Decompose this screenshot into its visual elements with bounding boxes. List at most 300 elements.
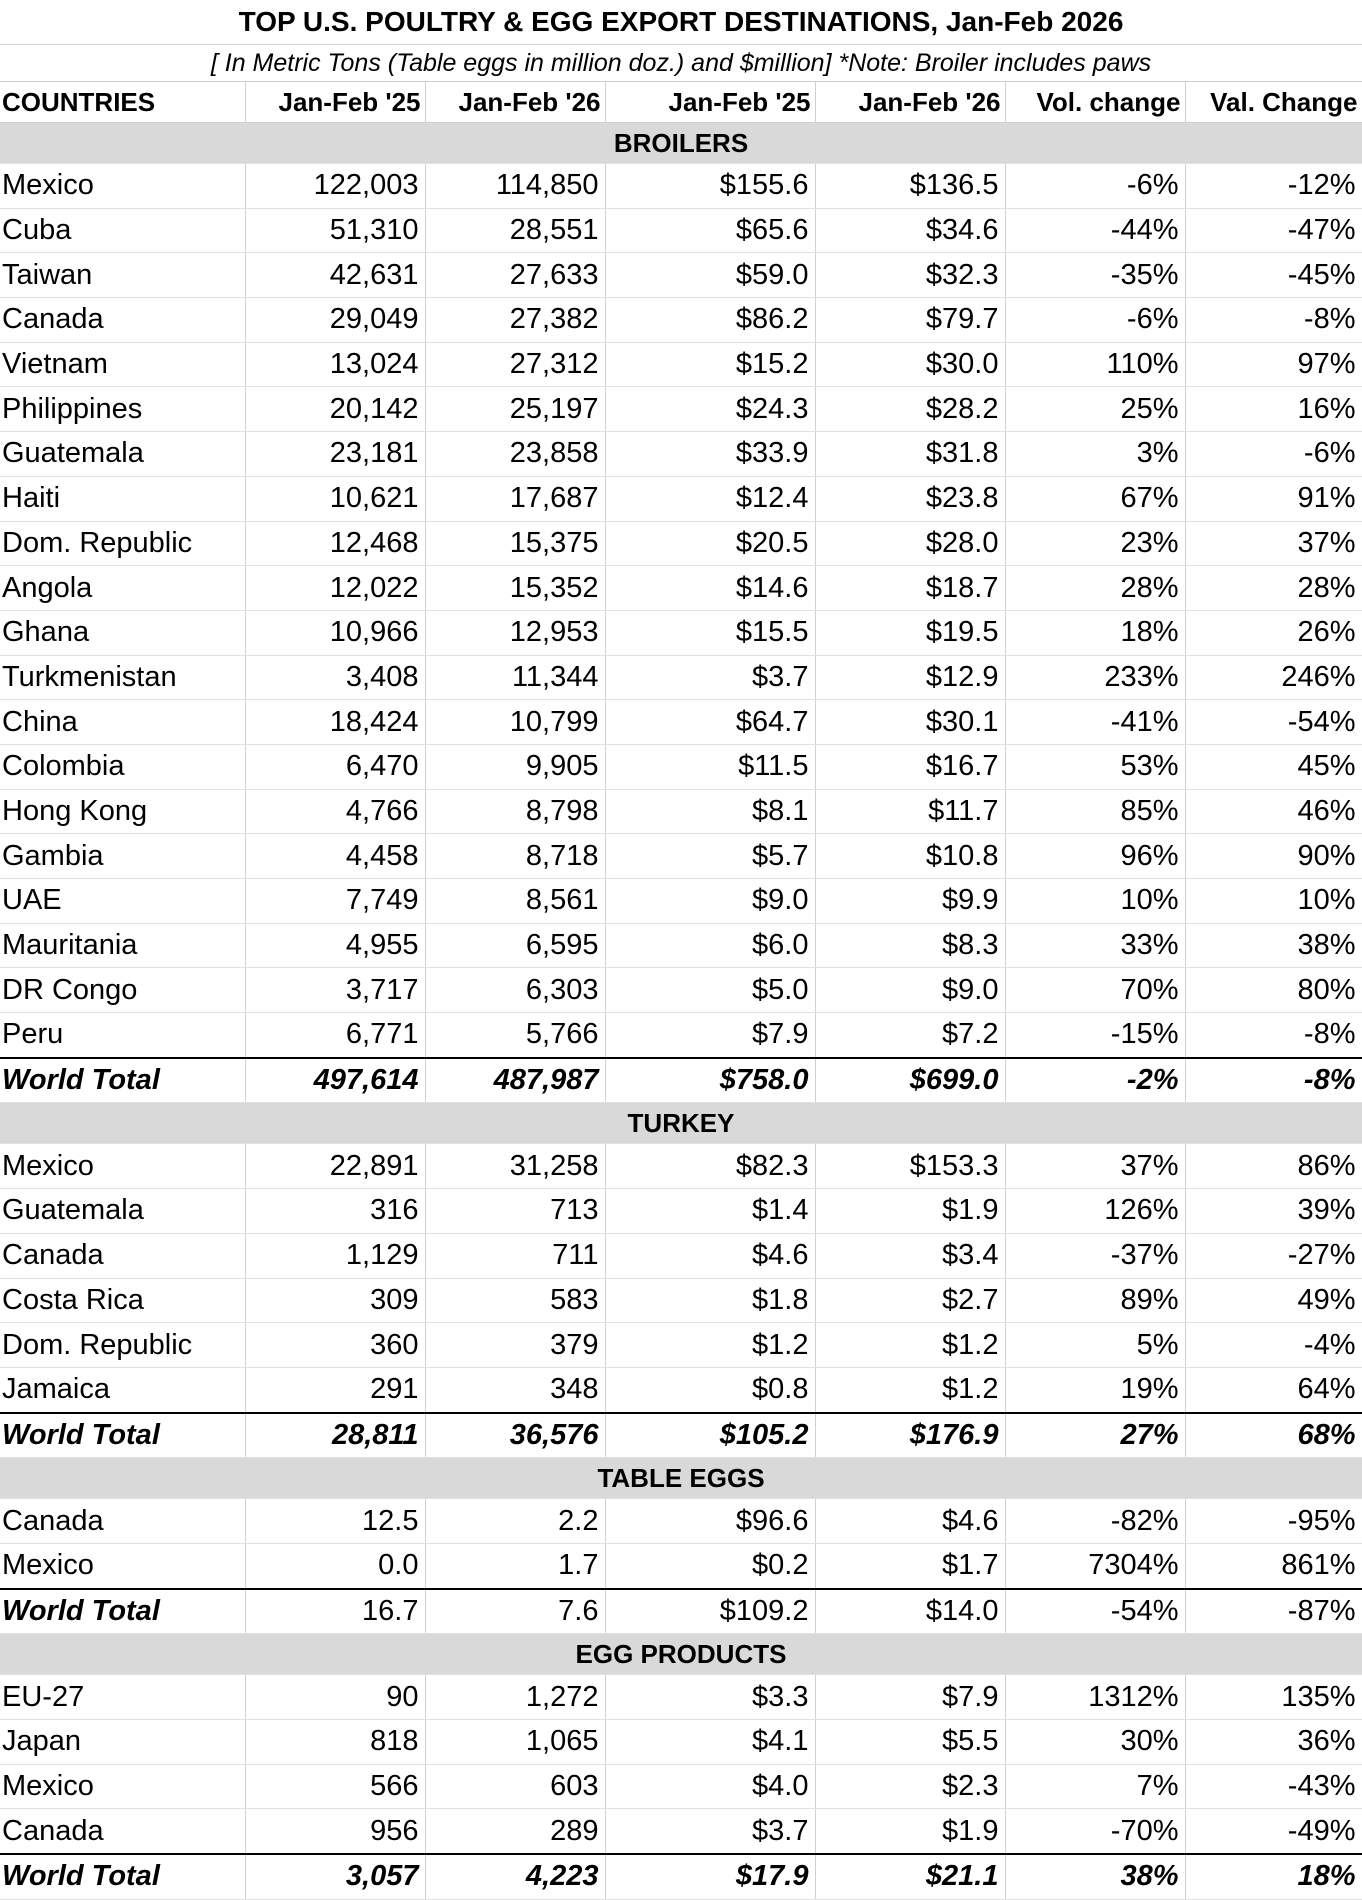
cell-country: Mexico [0,1144,245,1189]
cell-country: Japan [0,1720,245,1765]
cell-vol-2025: 90 [245,1675,425,1720]
cell-vol-2026: 27,633 [425,253,605,298]
cell-vol-2025: 18,424 [245,700,425,745]
cell-vol-2025: 51,310 [245,208,425,253]
table-row [0,1764,1362,1809]
export-table [0,82,1362,1900]
cell-val-2026: $1.2 [815,1367,1005,1412]
cell-country: Canada [0,1233,245,1278]
cell-val-2025: $12.4 [605,476,815,521]
table-row [0,298,1362,343]
cell-val-change: -12% [1185,164,1362,209]
cell-vol-2025: 10,621 [245,476,425,521]
cell-val-2026: $1.2 [815,1323,1005,1368]
section-header-row [0,1458,1362,1499]
cell-country: World Total [0,1058,245,1103]
table-row [0,968,1362,1013]
cell-val-2025: $155.6 [605,164,815,209]
cell-vol-change: 5% [1005,1323,1185,1368]
cell-vol-change: 38% [1005,1854,1185,1899]
cell-val-change: 46% [1185,789,1362,834]
cell-vol-change: 110% [1005,342,1185,387]
cell-val-2026: $10.8 [815,834,1005,879]
cell-vol-2026: 6,595 [425,923,605,968]
cell-vol-2025: 122,003 [245,164,425,209]
cell-val-2026: $32.3 [815,253,1005,298]
cell-vol-2025: 42,631 [245,253,425,298]
cell-val-2026: $28.2 [815,387,1005,432]
cell-val-change: 45% [1185,744,1362,789]
cell-vol-2025: 7,749 [245,879,425,924]
cell-val-2026: $30.1 [815,700,1005,745]
cell-vol-change: 28% [1005,566,1185,611]
table-row [0,164,1362,209]
cell-vol-change: -15% [1005,1013,1185,1058]
cell-val-change: -47% [1185,208,1362,253]
cell-vol-2025: 818 [245,1720,425,1765]
cell-val-change: 86% [1185,1144,1362,1189]
cell-val-change: 90% [1185,834,1362,879]
table-row [0,1323,1362,1368]
cell-vol-2025: 3,717 [245,968,425,1013]
cell-vol-2026: 9,905 [425,744,605,789]
cell-vol-change: 18% [1005,610,1185,655]
table-row [0,1543,1362,1588]
header-vol-2026: Jan-Feb '26 [425,82,605,123]
cell-val-change: -43% [1185,1764,1362,1809]
cell-val-2026: $12.9 [815,655,1005,700]
cell-val-change: -8% [1185,1058,1362,1103]
cell-val-2025: $0.2 [605,1543,815,1588]
cell-vol-2026: 114,850 [425,164,605,209]
cell-val-2025: $6.0 [605,923,815,968]
cell-val-2026: $19.5 [815,610,1005,655]
cell-vol-2025: 956 [245,1809,425,1854]
cell-vol-2026: 17,687 [425,476,605,521]
cell-country: Mauritania [0,923,245,968]
cell-vol-change: 19% [1005,1367,1185,1412]
cell-val-2025: $15.2 [605,342,815,387]
cell-val-change: -4% [1185,1323,1362,1368]
cell-vol-2025: 566 [245,1764,425,1809]
cell-vol-change: 7304% [1005,1543,1185,1588]
cell-country: Taiwan [0,253,245,298]
cell-val-2026: $9.0 [815,968,1005,1013]
cell-val-2026: $1.9 [815,1189,1005,1234]
cell-vol-2026: 583 [425,1278,605,1323]
cell-val-2025: $14.6 [605,566,815,611]
header-vol-change: Vol. change [1005,82,1185,123]
cell-val-change: -8% [1185,1013,1362,1058]
cell-country: World Total [0,1413,245,1458]
cell-val-change: 39% [1185,1189,1362,1234]
cell-val-2025: $96.6 [605,1499,815,1544]
cell-country: Colombia [0,744,245,789]
cell-val-2025: $8.1 [605,789,815,834]
cell-vol-change: -37% [1005,1233,1185,1278]
cell-vol-change: 27% [1005,1413,1185,1458]
cell-val-2026: $34.6 [815,208,1005,253]
cell-val-2026: $23.8 [815,476,1005,521]
cell-country: Gambia [0,834,245,879]
cell-val-2025: $24.3 [605,387,815,432]
cell-val-change: -8% [1185,298,1362,343]
cell-country: Canada [0,1499,245,1544]
cell-country: Canada [0,1809,245,1854]
table-row [0,1499,1362,1544]
cell-val-2025: $5.7 [605,834,815,879]
cell-val-change: -87% [1185,1589,1362,1634]
cell-vol-2025: 22,891 [245,1144,425,1189]
header-val-2026: Jan-Feb '26 [815,82,1005,123]
cell-val-2026: $11.7 [815,789,1005,834]
cell-vol-2026: 27,382 [425,298,605,343]
table-row [0,700,1362,745]
cell-country: Peru [0,1013,245,1058]
cell-val-change: 68% [1185,1413,1362,1458]
cell-vol-2025: 0.0 [245,1543,425,1588]
cell-vol-change: 53% [1005,744,1185,789]
cell-vol-2025: 6,771 [245,1013,425,1058]
section-title: TURKEY [0,1103,1362,1144]
cell-country: Costa Rica [0,1278,245,1323]
section-title: BROILERS [0,123,1362,164]
cell-val-change: 861% [1185,1543,1362,1588]
cell-vol-change: 85% [1005,789,1185,834]
cell-vol-change: -41% [1005,700,1185,745]
cell-val-2025: $4.1 [605,1720,815,1765]
cell-val-2026: $8.3 [815,923,1005,968]
table-row [0,1013,1362,1058]
cell-val-change: 16% [1185,387,1362,432]
cell-country: China [0,700,245,745]
header-val-2025: Jan-Feb '25 [605,82,815,123]
cell-vol-change: -2% [1005,1058,1185,1103]
table-row [0,566,1362,611]
cell-country: UAE [0,879,245,924]
cell-country: Ghana [0,610,245,655]
cell-country: Cuba [0,208,245,253]
cell-country: Mexico [0,1764,245,1809]
cell-vol-2025: 10,966 [245,610,425,655]
header-vol-2025: Jan-Feb '25 [245,82,425,123]
table-row [0,834,1362,879]
table-row [0,1233,1362,1278]
section-header-row [0,1103,1362,1144]
cell-vol-change: 25% [1005,387,1185,432]
cell-vol-2025: 360 [245,1323,425,1368]
cell-val-2026: $1.9 [815,1809,1005,1854]
cell-val-2026: $3.4 [815,1233,1005,1278]
table-row [0,1189,1362,1234]
table-row [0,744,1362,789]
table-row [0,879,1362,924]
cell-val-2025: $33.9 [605,432,815,477]
cell-val-2025: $59.0 [605,253,815,298]
cell-val-change: -27% [1185,1233,1362,1278]
table-row [0,521,1362,566]
cell-vol-2026: 713 [425,1189,605,1234]
cell-vol-2025: 497,614 [245,1058,425,1103]
cell-vol-change: 7% [1005,1764,1185,1809]
cell-val-2026: $2.3 [815,1764,1005,1809]
table-row [0,432,1362,477]
table-row [0,789,1362,834]
cell-vol-2025: 3,408 [245,655,425,700]
cell-vol-2025: 16.7 [245,1589,425,1634]
cell-val-change: 49% [1185,1278,1362,1323]
table-row [0,342,1362,387]
cell-val-2026: $176.9 [815,1413,1005,1458]
section-title: EGG PRODUCTS [0,1634,1362,1675]
cell-val-2026: $30.0 [815,342,1005,387]
cell-val-2026: $699.0 [815,1058,1005,1103]
cell-vol-2026: 27,312 [425,342,605,387]
cell-vol-2025: 4,458 [245,834,425,879]
cell-val-2025: $17.9 [605,1854,815,1899]
cell-vol-change: 3% [1005,432,1185,477]
cell-vol-2026: 603 [425,1764,605,1809]
cell-vol-2025: 29,049 [245,298,425,343]
table-body [0,123,1362,1900]
cell-val-2025: $3.7 [605,655,815,700]
cell-country: DR Congo [0,968,245,1013]
cell-val-2026: $1.7 [815,1543,1005,1588]
cell-val-2025: $86.2 [605,298,815,343]
cell-val-2026: $79.7 [815,298,1005,343]
cell-val-change: -95% [1185,1499,1362,1544]
table-row [0,476,1362,521]
cell-val-change: 28% [1185,566,1362,611]
cell-vol-change: 233% [1005,655,1185,700]
cell-val-change: 26% [1185,610,1362,655]
cell-vol-2025: 12.5 [245,1499,425,1544]
cell-val-change: -54% [1185,700,1362,745]
section-header-row [0,1634,1362,1675]
cell-val-2025: $7.9 [605,1013,815,1058]
cell-vol-2026: 15,375 [425,521,605,566]
cell-val-change: 18% [1185,1854,1362,1899]
cell-val-change: 10% [1185,879,1362,924]
header-val-change: Val. Change [1185,82,1362,123]
cell-vol-2026: 12,953 [425,610,605,655]
cell-vol-2026: 31,258 [425,1144,605,1189]
cell-vol-2025: 316 [245,1189,425,1234]
cell-val-change: 36% [1185,1720,1362,1765]
cell-vol-2025: 12,022 [245,566,425,611]
cell-vol-change: 1312% [1005,1675,1185,1720]
cell-val-change: 91% [1185,476,1362,521]
cell-val-2026: $9.9 [815,879,1005,924]
table-row [0,387,1362,432]
cell-val-2026: $31.8 [815,432,1005,477]
header-countries: COUNTRIES [0,82,245,123]
cell-val-2025: $65.6 [605,208,815,253]
cell-vol-2025: 20,142 [245,387,425,432]
cell-vol-2026: 1,272 [425,1675,605,1720]
cell-vol-2026: 8,561 [425,879,605,924]
cell-vol-2026: 289 [425,1809,605,1854]
cell-val-2026: $18.7 [815,566,1005,611]
cell-vol-change: -82% [1005,1499,1185,1544]
cell-country: Jamaica [0,1367,245,1412]
table-row [0,1720,1362,1765]
cell-country: Haiti [0,476,245,521]
world-total-row [0,1854,1362,1899]
cell-val-change: 246% [1185,655,1362,700]
cell-val-2026: $28.0 [815,521,1005,566]
section-header-row [0,123,1362,164]
cell-val-change: -49% [1185,1809,1362,1854]
cell-vol-change: 70% [1005,968,1185,1013]
cell-val-2025: $109.2 [605,1589,815,1634]
cell-val-2026: $21.1 [815,1854,1005,1899]
cell-val-2025: $11.5 [605,744,815,789]
world-total-row [0,1413,1362,1458]
table-row [0,1144,1362,1189]
cell-vol-2026: 23,858 [425,432,605,477]
cell-vol-2025: 23,181 [245,432,425,477]
table-row [0,610,1362,655]
cell-vol-2025: 6,470 [245,744,425,789]
table-row [0,208,1362,253]
cell-val-2025: $0.8 [605,1367,815,1412]
cell-val-2025: $82.3 [605,1144,815,1189]
table-row [0,1367,1362,1412]
cell-val-change: -6% [1185,432,1362,477]
cell-country: Angola [0,566,245,611]
cell-country: Philippines [0,387,245,432]
cell-vol-change: 37% [1005,1144,1185,1189]
cell-country: Mexico [0,1543,245,1588]
cell-vol-2026: 379 [425,1323,605,1368]
cell-val-2025: $3.3 [605,1675,815,1720]
cell-val-change: 38% [1185,923,1362,968]
world-total-row [0,1058,1362,1103]
cell-val-change: -45% [1185,253,1362,298]
cell-vol-change: -6% [1005,164,1185,209]
cell-vol-2025: 28,811 [245,1413,425,1458]
table-title: TOP U.S. POULTRY & EGG EXPORT DESTINATIONS, Jan-Feb 2026 [0,0,1362,45]
cell-vol-2025: 4,766 [245,789,425,834]
cell-vol-change: -35% [1005,253,1185,298]
cell-val-2026: $16.7 [815,744,1005,789]
cell-val-2025: $15.5 [605,610,815,655]
cell-val-2025: $105.2 [605,1413,815,1458]
table-row [0,253,1362,298]
cell-val-2026: $5.5 [815,1720,1005,1765]
cell-val-2025: $3.7 [605,1809,815,1854]
cell-val-2025: $1.2 [605,1323,815,1368]
cell-country: World Total [0,1589,245,1634]
cell-vol-2025: 3,057 [245,1854,425,1899]
cell-val-change: 135% [1185,1675,1362,1720]
cell-val-2025: $5.0 [605,968,815,1013]
header-row [0,82,1362,123]
cell-val-2025: $64.7 [605,700,815,745]
cell-vol-2026: 711 [425,1233,605,1278]
cell-val-change: 97% [1185,342,1362,387]
cell-vol-2026: 28,551 [425,208,605,253]
cell-val-change: 37% [1185,521,1362,566]
cell-vol-2026: 348 [425,1367,605,1412]
cell-vol-change: 30% [1005,1720,1185,1765]
cell-country: Dom. Republic [0,1323,245,1368]
cell-val-2025: $4.6 [605,1233,815,1278]
cell-vol-change: -54% [1005,1589,1185,1634]
cell-vol-change: -44% [1005,208,1185,253]
cell-vol-2025: 309 [245,1278,425,1323]
cell-vol-change: 10% [1005,879,1185,924]
cell-vol-2026: 5,766 [425,1013,605,1058]
cell-vol-2025: 1,129 [245,1233,425,1278]
cell-vol-2025: 12,468 [245,521,425,566]
cell-val-2026: $7.2 [815,1013,1005,1058]
cell-val-2026: $7.9 [815,1675,1005,1720]
cell-vol-2026: 8,798 [425,789,605,834]
cell-vol-change: -70% [1005,1809,1185,1854]
cell-vol-2026: 15,352 [425,566,605,611]
cell-vol-2026: 10,799 [425,700,605,745]
cell-val-2026: $2.7 [815,1278,1005,1323]
cell-val-2026: $14.0 [815,1589,1005,1634]
cell-vol-2026: 487,987 [425,1058,605,1103]
cell-val-2025: $9.0 [605,879,815,924]
cell-vol-change: 126% [1005,1189,1185,1234]
cell-vol-2026: 25,197 [425,387,605,432]
world-total-row [0,1589,1362,1634]
cell-val-change: 80% [1185,968,1362,1013]
cell-vol-2025: 4,955 [245,923,425,968]
table-row [0,1278,1362,1323]
cell-vol-change: 67% [1005,476,1185,521]
cell-val-2026: $4.6 [815,1499,1005,1544]
cell-vol-2026: 7.6 [425,1589,605,1634]
cell-val-2026: $136.5 [815,164,1005,209]
table-row [0,923,1362,968]
table-row [0,1675,1362,1720]
cell-val-2025: $758.0 [605,1058,815,1103]
cell-country: Dom. Republic [0,521,245,566]
cell-country: Hong Kong [0,789,245,834]
cell-country: Guatemala [0,1189,245,1234]
table-row [0,1809,1362,1854]
table-subtitle: [ In Metric Tons (Table eggs in million doz.) and $million] *Note: Broiler includes paws [0,45,1362,82]
cell-val-2025: $20.5 [605,521,815,566]
cell-vol-2026: 6,303 [425,968,605,1013]
cell-vol-2026: 1.7 [425,1543,605,1588]
cell-vol-2026: 1,065 [425,1720,605,1765]
cell-vol-2026: 2.2 [425,1499,605,1544]
cell-country: Mexico [0,164,245,209]
cell-vol-change: 23% [1005,521,1185,566]
cell-vol-change: -6% [1005,298,1185,343]
cell-vol-change: 96% [1005,834,1185,879]
cell-country: Guatemala [0,432,245,477]
cell-country: Turkmenistan [0,655,245,700]
cell-vol-2025: 291 [245,1367,425,1412]
cell-val-change: 64% [1185,1367,1362,1412]
section-title: TABLE EGGS [0,1458,1362,1499]
cell-vol-change: 89% [1005,1278,1185,1323]
table-row [0,655,1362,700]
cell-country: Canada [0,298,245,343]
cell-vol-change: 33% [1005,923,1185,968]
cell-val-2025: $1.4 [605,1189,815,1234]
cell-country: EU-27 [0,1675,245,1720]
cell-country: Vietnam [0,342,245,387]
cell-vol-2026: 11,344 [425,655,605,700]
